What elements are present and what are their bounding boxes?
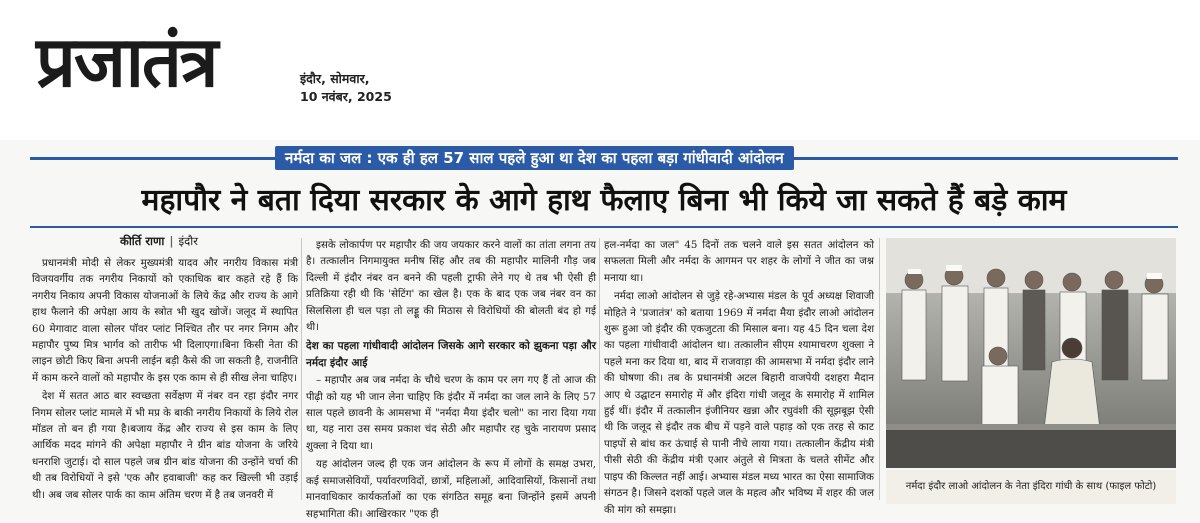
byline-place: इंदौर	[178, 234, 198, 248]
subheading: देश का पहला गांधीवादी आंदोलन जिसके आगे सरकार को झुकना पड़ा और नर्मदा इंदौर आई	[306, 340, 596, 369]
paragraph: इसके लोकार्पण पर महापौर की जय जयकार करने वालों का तांता लगना तय है। तत्कालीन निगमायुक्त मनीष सिंह और तब की महापौर मालिनी गौड़ जब दिल्ली में इंदौर नंबर वन बनने की पहली ट्राफी लेने गए थे तब भी ऐसी ही प्रतिक्रिया रही थी कि 'सेटिंग' का खेल है। एक के बाद एक जब नंबर वन का सिलसिला ही चल पड़ा तो लड्डू की मिठास से विरोधियों की बोलती बंद हो गई थी।	[306, 240, 596, 334]
headline: महापौर ने बता दिया सरकार के आगे हाथ फैलाए बिना भी किये जा सकते हैं बड़े काम	[141, 183, 1067, 218]
column-divider	[301, 238, 302, 500]
archival-photo	[886, 238, 1176, 468]
article-column-3	[604, 238, 874, 516]
byline	[120, 234, 198, 249]
paragraph: हल-नर्मदा का जल" 45 दिनों तक चलने वाले इस सतत आंदोलन को सफलता मिली और नर्मदा के आगमन पर शहर के लोगों ने जीत का जश्न मनाया था।	[604, 240, 874, 284]
paragraph: नर्मदा लाओ आंदोलन से जुड़े रहे-अभ्यास मंडल के पूर्व अध्यक्ष शिवाजी मोहिते ने 'प्रजातंत्र' को बताया 1969 में नर्मदा मैया इंदौर लाओ आंदोलन शुरू हुआ जो इंदौर की एकजुटता की मिसाल बना। यह 45 दिन चला देश का पहला गांधीवादी आंदोलन था। तत्कालीन सीएम श्यामाचरण शुक्ला ने पहले मना कर दिया था, बाद में राजवाड़ा की आमसभा में नर्मदा इंदौर लाने की घोषणा की। तब के प्रधानमंत्री अटल बिहारी वाजपेयी दशहरा मैदान आए थे उद्घाटन समारोह में और इंदिरा गांधी जलूद के समारोह में शामिल हुई थीं। इंदौर में तत्कालीन इंजीनियर खन्ना और रघुवंशी की सूझबूझ ऐसी थी कि जलूद से इंदौर तक बीच में पड़ने वाले पहाड़ को एक तरह से काट पाइपों से बांध कर ऊंचाई से पानी नीचे लाया गया। तत्कालीन केंद्रीय मंत्री पीसी सेठी की केंद्रीय मंत्री एआर अंतुले से मित्रता के चलते सीमेंट और पाइप की किल्लत नहीं आई। अभ्यास मंडल मध्य भारत का ऐसा सामाजिक संगठन है। जिसने दशकों पहले जल के महत्व और भविष्य में शहर की जल की मांग को समझा।	[604, 291, 874, 516]
column-divider	[879, 238, 880, 500]
dateline-place-day: इंदौर, सोमवार,	[300, 71, 370, 86]
paragraph: यह आंदोलन जल्द ही एक जन आंदोलन के रूप में लोगों के समक्ष उभरा, कई समाजसेवियों, पर्यावरणविदों, छात्रों, महिलाओं, आदिवासियों, किसानों तथा मानवाधिकार कार्यकर्ताओं का एक संगठित समूह बना जिन्होंने इसमें अपनी सहभागिता की। आखिरकार "एक ही	[306, 459, 596, 520]
headline-rule	[30, 226, 1178, 228]
paragraph: – महापौर अब जब नर्मदा के चौथे चरण के काम पर लग गए हैं तो आज की पीढ़ी को यह भी जान लेना चाहिए कि इंदौर में नर्मदा का जल लाने के लिए 57 साल पहले छावनी के आमसभा में "नर्मदा मैया इंदौर चलो" का नारा दिया गया था, यह नारा उस समय प्रकाश चंद सेठी और महापौर रह चुके नारायण प्रसाद शुक्ला ने दिया था।	[306, 375, 596, 452]
kicker-banner: नर्मदा का जल : एक ही हल 57 साल पहले हुआ था देश का पहला बड़ा गांधीवादी आंदोलन	[275, 146, 794, 170]
byline-separator: |	[169, 234, 174, 248]
newspaper-logo: प्रजातंत्र	[36, 21, 217, 103]
dateline	[300, 70, 392, 106]
article-column-1	[32, 256, 298, 502]
byline-author: कीर्ति राणा	[120, 234, 165, 248]
dateline-date: 10 नवंबर, 2025	[300, 89, 392, 104]
article-column-2	[306, 238, 596, 520]
paragraph: देश में सतत आठ बार स्वच्छता सर्वेक्षण में नंबर वन रहा इंदौर नगर निगम सोलर प्लांट मामले में भी मप्र के बाकी नगरीय निकायों के लिये रोल मॉडल तो बन ही गया है।बजाय केंद्र और राज्य से इस काम के लिए आर्थिक मदद मांगने की अपेक्षा महापौर ने ग्रीन बांड योजना के जरिये धनराशि जुटाई। दो साल पहले जब ग्रीन बांड योजना की उन्होंने चर्चा की थी तब विरोधियों ने इसे 'एक और हवाबाजी' कह कर खिल्ली भी उड़ाई थी। अब जब सोलर पार्क का काम अंतिम चरण में है तब जनवरी में	[32, 391, 298, 501]
paragraph: प्रधानमंत्री मोदी से लेकर मुख्यमंत्री यादव और नगरीय विकास मंत्री विजयवर्गीय तक नगरीय निकायों को एकाधिक बार कहते रहे हैं कि नगरीय निकाय अपनी विकास योजनाओं के लिये केंद्र और राज्य के आगे हाथ फैलाने की अपेक्षा आय के स्त्रोत भी खुद खोजें। जलूद में स्थापित 60 मेगावाट वाला सोलर पॉवर प्लांट निश्चित तौर पर नगर निगम और महापौर पुष्य मित्र भार्गव को तारीफ भी दिलाएगा।बिना किसी नेता की लाइन छोटी किए बिना अपनी लाईन बड़ी कैसे की जा सकती है, राजनीति में काम करने वालों को महापौर के इस एक काम से ही सीख लेना चाहिए।	[32, 258, 298, 384]
masthead	[0, 0, 1200, 140]
archival-photo-illustration	[886, 238, 1176, 468]
photo-caption: नर्मदा इंदौर लाओ आंदोलन के नेता इंदिरा गांधी के साथ (फाइल फोटो)	[886, 470, 1176, 504]
column-divider	[599, 238, 600, 500]
